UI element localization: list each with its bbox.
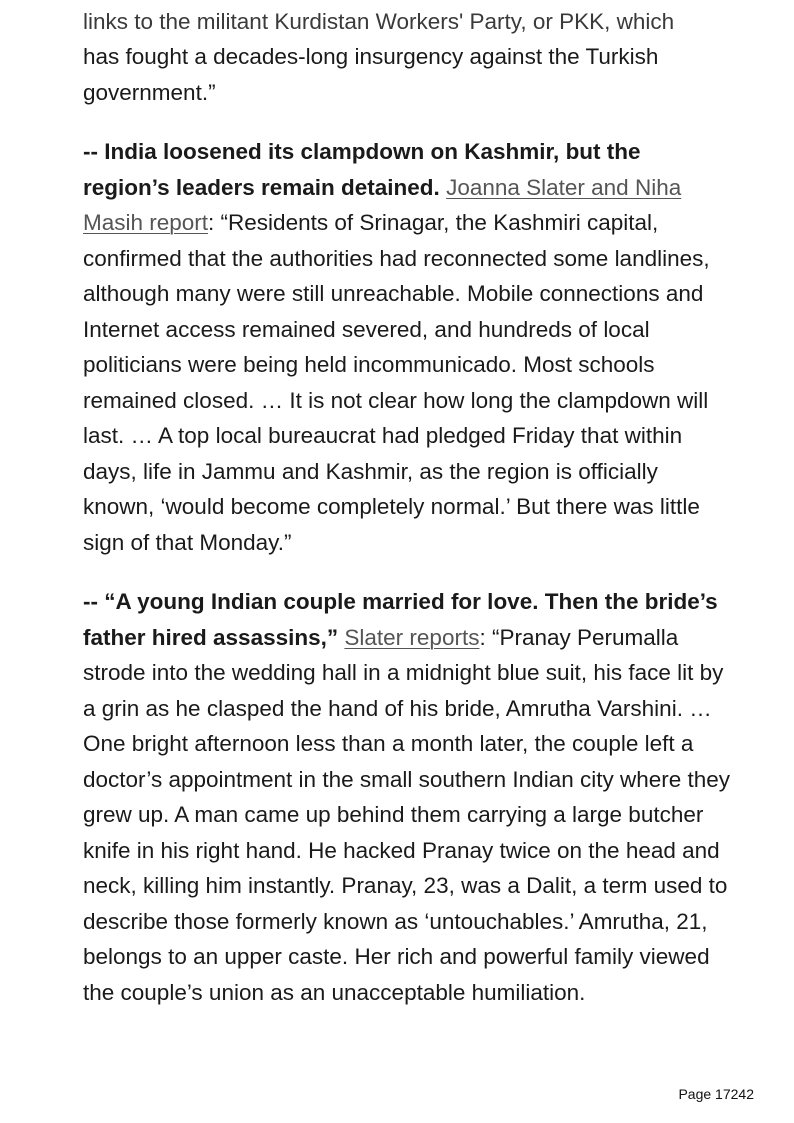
paragraph-text: : “Pranay Perumalla strode into the wedding hall in a midnight blue suit, his face lit by a grin as he clasped the hand of his bride, Amrutha Varshini. … One bright afternoon less than a month later, the couple left a doctor’s appointment in the small southern Indian city where they grew up. A man came up behind them carrying a large butcher knife in his right hand. He hacked Pranay twice on the head and neck, killing him instantly. Pranay, 23, was a Dalit, a term used to describe those formerly known as ‘untouchables.’ Amrutha, 21, belongs to an upper caste. Her rich and powerful family viewed the couple’s union as an unacceptable humiliation. <box>83 624 731 1005</box>
clipped-text-line: links to the militant Kurdistan Workers' Party, or PKK, which <box>83 9 675 34</box>
page-number: Page 17242 <box>678 1086 754 1102</box>
paragraph-turkey <box>83 39 733 110</box>
paragraph-lead: -- India loosened its clampdown on Kashmir, but the region’s leaders remain detained. <box>83 139 641 200</box>
paragraph-couple <box>83 584 733 1010</box>
paragraph-text: : “Residents of Srinagar, the Kashmiri capital, confirmed that the authorities had reconnected some landlines, although many were still unreachable. Mobile connections and Internet access remained severed, and hundreds of local politicians were being held incommunicado. Most schools remained closed. … It is not clear how long the clampdown will last. … A top local bureaucrat had pledged Friday that within days, life in Jammu and Kashmir, as the region is officially known, ‘would become completely normal.’ But there was little sign of that Monday.” <box>83 210 710 555</box>
article-body <box>83 9 733 1085</box>
paragraph-kashmir <box>83 134 733 560</box>
author-link-slater[interactable]: Slater reports <box>344 624 480 650</box>
paragraph-text: has fought a decades-long insurgency against the Turkish government.” <box>83 44 659 105</box>
paragraph-lead: -- “A young Indian couple married for love. Then the bride’s father hired assassins,” <box>83 589 718 650</box>
author-link-slater-masih[interactable]: Joanna Slater and Niha Masih report <box>83 174 682 235</box>
